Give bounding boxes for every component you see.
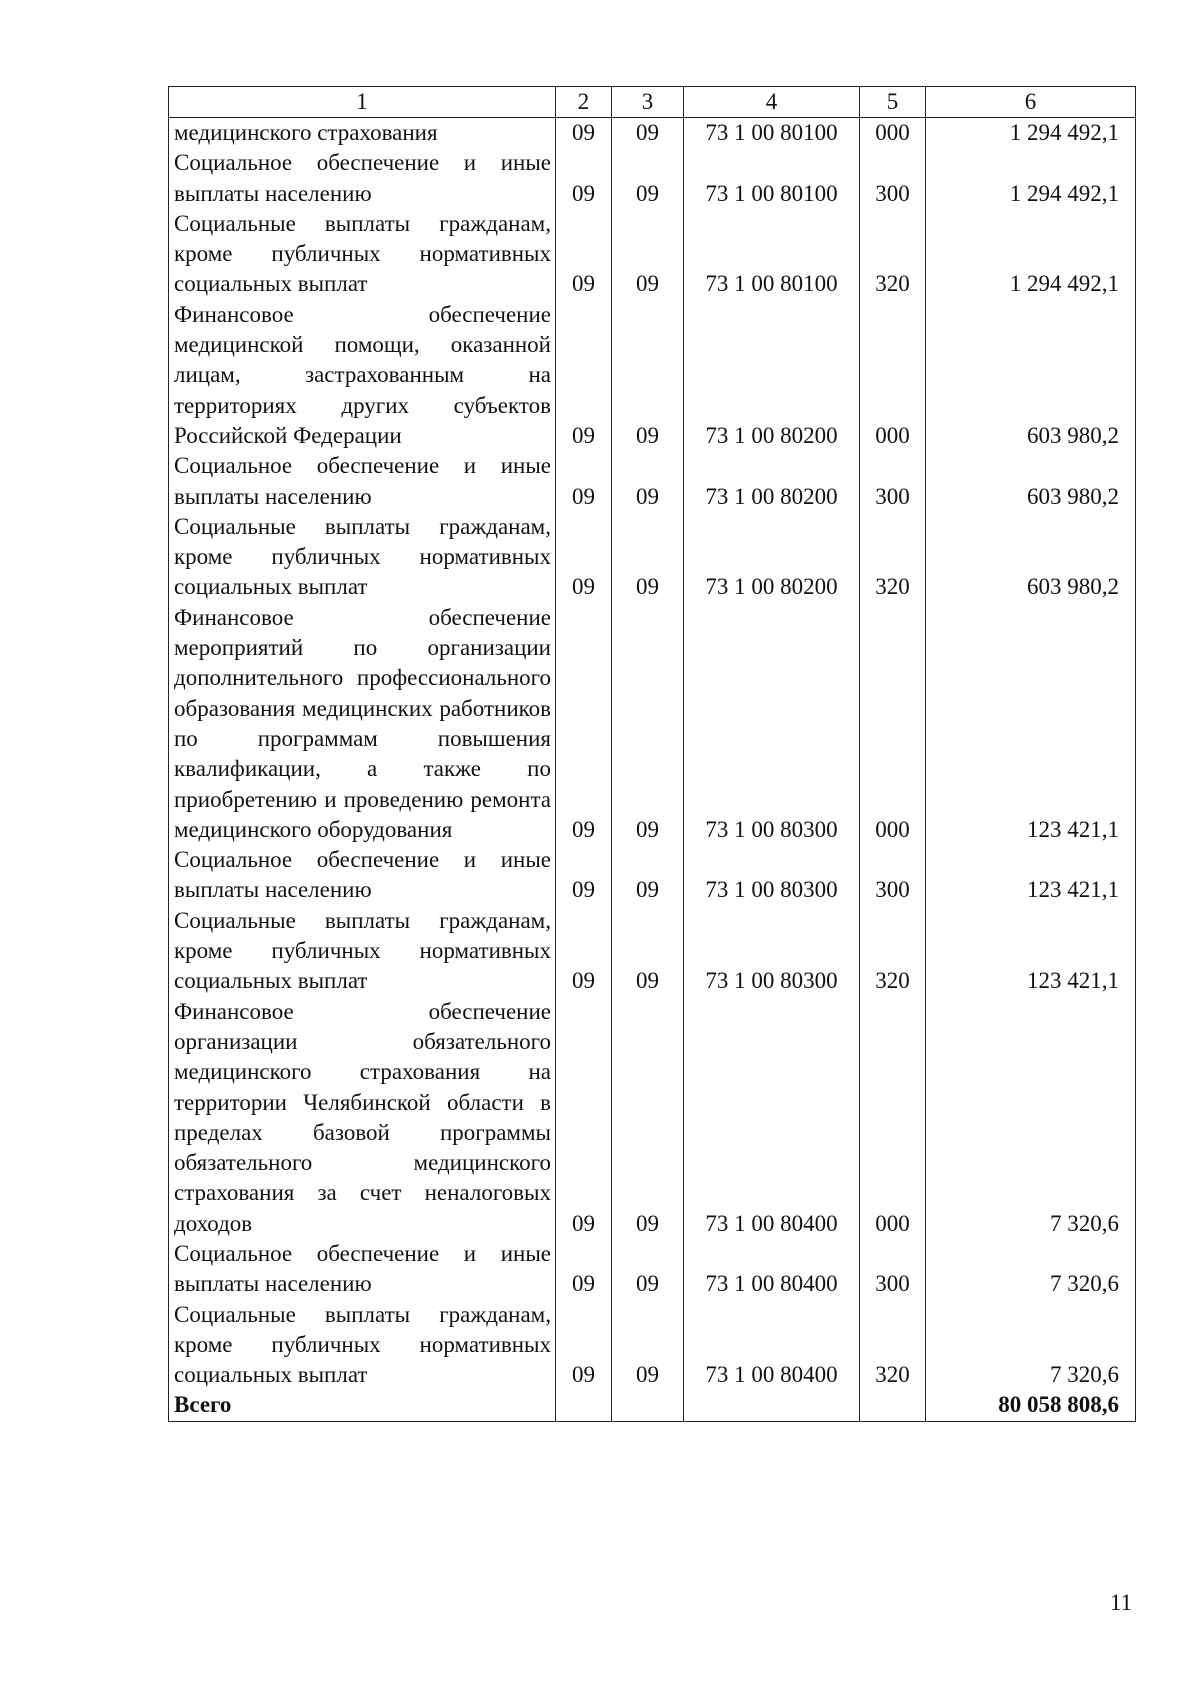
table-row — [169, 118, 1136, 149]
table-row — [169, 451, 1136, 512]
expense-type-code: 300 — [860, 845, 926, 906]
target-article-code: 73 1 00 80400 — [684, 1300, 860, 1391]
section-code: 09 — [556, 512, 612, 603]
target-article-code: 73 1 00 80200 — [684, 451, 860, 512]
target-article-code: 73 1 00 80100 — [684, 148, 860, 209]
amount: 1 294 492,1 — [926, 148, 1136, 209]
row-name: Социальные выплаты гражданам, кроме публичных нормативных социальных выплат — [169, 906, 556, 997]
amount: 1 294 492,1 — [926, 118, 1136, 149]
expense-type-code: 300 — [860, 451, 926, 512]
section-code: 09 — [556, 300, 612, 451]
row-name: Социальное обеспечение и иные выплаты населению — [169, 148, 556, 209]
row-name: Социальное обеспечение и иные выплаты населению — [169, 1239, 556, 1300]
amount: 603 980,2 — [926, 512, 1136, 603]
subsection-code: 09 — [612, 209, 684, 300]
expense-type-code: 000 — [860, 997, 926, 1239]
section-code: 09 — [556, 603, 612, 845]
table-row — [169, 209, 1136, 300]
table-row — [169, 906, 1136, 997]
amount: 7 320,6 — [926, 1300, 1136, 1391]
expense-type-code: 320 — [860, 906, 926, 997]
subsection-code: 09 — [612, 603, 684, 845]
expense-type-code: 320 — [860, 1300, 926, 1391]
row-name: Финансовое обеспечение мероприятий по организации дополнительного профессионального образования медицинских работников по программам повышения квалификации, а также по приобретению и проведению ремонта медицинского оборудования — [169, 603, 556, 845]
subsection-code: 09 — [612, 451, 684, 512]
row-name: Финансовое обеспечение медицинской помощи, оказанной лицам, застрахованным на территориях других субъектов Российской Федерации — [169, 300, 556, 451]
expense-type-code: 000 — [860, 603, 926, 845]
target-article-code: 73 1 00 80400 — [684, 1239, 860, 1300]
row-name: Социальные выплаты гражданам, кроме публичных нормативных социальных выплат — [169, 1300, 556, 1391]
target-article-code: 73 1 00 80300 — [684, 845, 860, 906]
subsection-code: 09 — [612, 845, 684, 906]
total-cell-empty — [612, 1390, 684, 1421]
subsection-code: 09 — [612, 512, 684, 603]
total-value: 80 058 808,6 — [926, 1390, 1136, 1421]
target-article-code: 73 1 00 80300 — [684, 603, 860, 845]
section-code: 09 — [556, 1239, 612, 1300]
target-article-code: 73 1 00 80300 — [684, 906, 860, 997]
table-row — [169, 603, 1136, 845]
subsection-code: 09 — [612, 148, 684, 209]
subsection-code: 09 — [612, 300, 684, 451]
amount: 1 294 492,1 — [926, 209, 1136, 300]
subsection-code: 09 — [612, 118, 684, 149]
column-header: 1 — [169, 87, 556, 118]
table-row — [169, 300, 1136, 451]
section-code: 09 — [556, 451, 612, 512]
target-article-code: 73 1 00 80100 — [684, 209, 860, 300]
subsection-code: 09 — [612, 997, 684, 1239]
expense-type-code: 320 — [860, 512, 926, 603]
column-header: 4 — [684, 87, 860, 118]
row-name: медицинского страхования — [169, 118, 556, 149]
column-header: 6 — [926, 87, 1136, 118]
total-label: Всего — [169, 1390, 556, 1421]
row-name: Финансовое обеспечение организации обязательного медицинского страхования на территории Челябинской области в пределах базовой программы обязательного медицинского страхования за счет неналоговых доходов — [169, 997, 556, 1239]
table-row — [169, 148, 1136, 209]
expense-type-code: 000 — [860, 118, 926, 149]
column-header: 2 — [556, 87, 612, 118]
total-cell-empty — [684, 1390, 860, 1421]
section-code: 09 — [556, 845, 612, 906]
section-code: 09 — [556, 997, 612, 1239]
amount: 7 320,6 — [926, 1239, 1136, 1300]
target-article-code: 73 1 00 80200 — [684, 300, 860, 451]
section-code: 09 — [556, 906, 612, 997]
expense-type-code: 300 — [860, 148, 926, 209]
page-number: 11 — [1110, 1590, 1133, 1615]
target-article-code: 73 1 00 80200 — [684, 512, 860, 603]
table-header-row — [169, 87, 1136, 118]
total-cell-empty — [556, 1390, 612, 1421]
table-row — [169, 1300, 1136, 1391]
total-cell-empty — [860, 1390, 926, 1421]
section-code: 09 — [556, 118, 612, 149]
expense-type-code: 300 — [860, 1239, 926, 1300]
expense-type-code: 000 — [860, 300, 926, 451]
row-name: Социальные выплаты гражданам, кроме публичных нормативных социальных выплат — [169, 209, 556, 300]
column-header: 3 — [612, 87, 684, 118]
amount: 603 980,2 — [926, 451, 1136, 512]
amount: 123 421,1 — [926, 603, 1136, 845]
amount: 7 320,6 — [926, 997, 1136, 1239]
section-code: 09 — [556, 1300, 612, 1391]
total-row — [169, 1390, 1136, 1421]
table-row — [169, 1239, 1136, 1300]
table-row — [169, 845, 1136, 906]
expense-type-code: 320 — [860, 209, 926, 300]
amount: 603 980,2 — [926, 300, 1136, 451]
amount: 123 421,1 — [926, 845, 1136, 906]
row-name: Социальное обеспечение и иные выплаты населению — [169, 451, 556, 512]
row-name: Социальные выплаты гражданам, кроме публичных нормативных социальных выплат — [169, 512, 556, 603]
subsection-code: 09 — [612, 1239, 684, 1300]
subsection-code: 09 — [612, 1300, 684, 1391]
table-row — [169, 512, 1136, 603]
budget-table — [168, 86, 1136, 1422]
column-header: 5 — [860, 87, 926, 118]
row-name: Социальное обеспечение и иные выплаты населению — [169, 845, 556, 906]
target-article-code: 73 1 00 80400 — [684, 997, 860, 1239]
subsection-code: 09 — [612, 906, 684, 997]
table-row — [169, 997, 1136, 1239]
section-code: 09 — [556, 148, 612, 209]
amount: 123 421,1 — [926, 906, 1136, 997]
target-article-code: 73 1 00 80100 — [684, 118, 860, 149]
section-code: 09 — [556, 209, 612, 300]
